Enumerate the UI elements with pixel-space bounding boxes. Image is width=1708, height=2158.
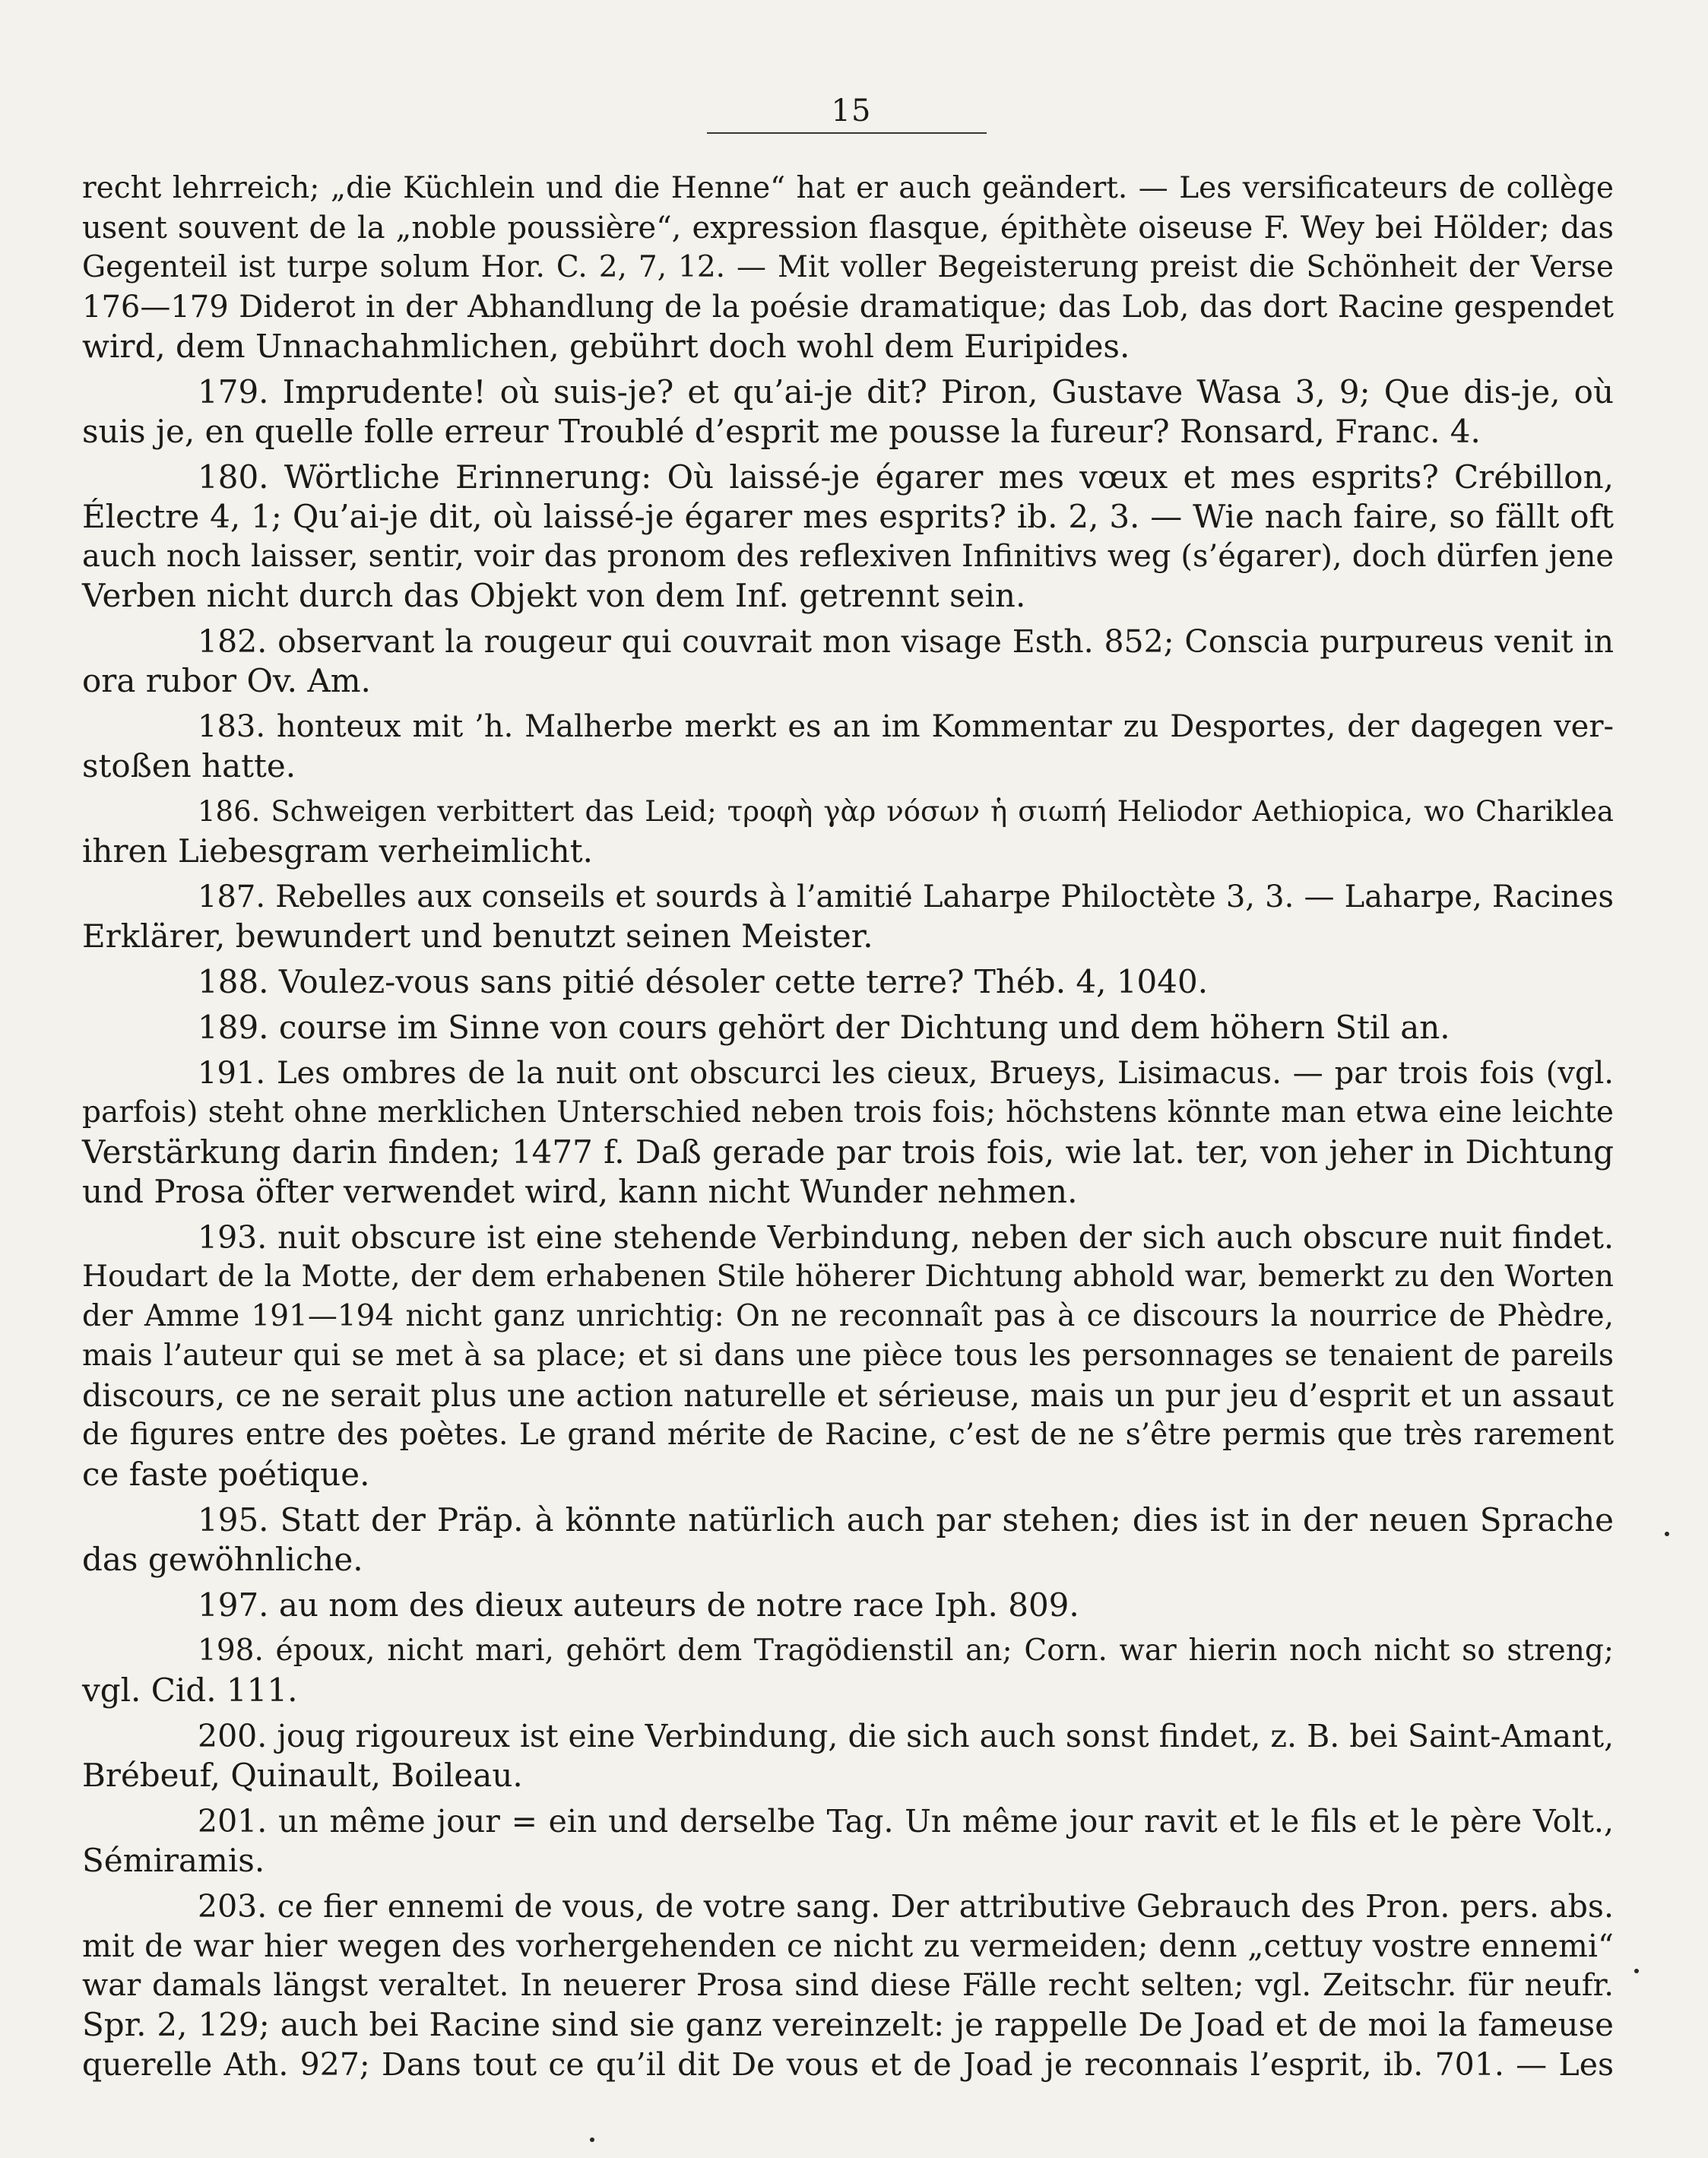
text-line: 198. époux, nicht mari, gehört dem Tragödienstil an; Corn. war hierin noch nicht so streng;: [198, 1634, 1614, 1668]
text-line: ora rubor Ov. Am.: [82, 662, 371, 699]
text-line: 189. course im Sinne von cours gehört der Dichtung und dem höhern Stil an.: [198, 1009, 1450, 1046]
text-line: 195. Statt der Präp. à könnte natürlich auch par stehen; dies ist in der neuen Sprache: [198, 1501, 1614, 1538]
text-line: Sémiramis.: [82, 1842, 265, 1879]
text-line: 203. ce fier ennemi de vous, de votre sang. Der attributive Gebrauch des Pron. pers. abs.: [198, 1888, 1614, 1925]
text-line: Verstärkung darin finden; 1477 f. Daß gerade par trois fois, wie lat. ter, von jeher in Dichtung: [82, 1133, 1614, 1171]
text-line: 193. nuit obscure ist eine stehende Verbindung, neben der sich auch obscure nuit findet.: [198, 1219, 1614, 1256]
text-line: recht lehrreich; „die Küchlein und die Henne“ hat er auch geändert. — Les versificateurs de collège: [82, 171, 1614, 205]
text-line: 182. observant la rougeur qui couvrait mon visage Esth. 852; Conscia purpureus venit in: [198, 623, 1614, 660]
text-line: auch noch laisser, sentir, voir das pronom des reflexiven Infinitivs weg (s’égarer), doch dürfen jene: [82, 539, 1614, 574]
text-line: der Amme 191—194 nicht ganz unrichtig: On ne reconnaît pas à ce discours la nourrice de Phèdre,: [82, 1299, 1614, 1333]
text-line: 180. Wörtliche Erinnerung: Où laissé-je égarer mes vœux et mes esprits? Crébillon,: [198, 458, 1614, 496]
text-line: querelle Ath. 927; Dans tout ce qu’il dit De vous et de Joad je reconnais l’esprit, ib. 701. — Les: [82, 2046, 1614, 2083]
text-line: Gegenteil ist turpe solum Hor. C. 2, 7, 12. — Mit voller Begeisterung preist die Schönheit der Verse: [82, 250, 1614, 284]
text-line: parfois) steht ohne merklichen Unterschied neben trois fois; höchstens könnte man etwa eine leichte: [82, 1095, 1614, 1130]
text-line: usent souvent de la „noble poussière“, expression flasque, épithète oiseuse F. Wey bei Hölder; das: [82, 211, 1614, 246]
text-line: 186. Schweigen verbittert das Leid; τροφὴ γὰρ νόσων ἡ σιωπή Heliodor Aethiopica, wo Chariklea: [198, 795, 1614, 828]
text-line: Spr. 2, 129; auch bei Racine sind sie ganz vereinzelt: je rappelle De Joad et de moi la fameuse: [82, 2006, 1614, 2043]
text-line: Houdart de la Motte, der dem erhabenen Stile höherer Dichtung abhold war, bemerkt zu den Worten: [82, 1260, 1614, 1294]
text-line: ihren Liebesgram verheimlicht.: [82, 832, 593, 870]
text-line: 187. Rebelles aux conseils et sourds à l’amitié Laharpe Philoctète 3, 3. — Laharpe, Racines: [198, 879, 1614, 914]
text-line: Électre 4, 1; Qu’ai-je dit, où laissé-je égarer mes esprits? ib. 2, 3. — Wie nach faire, so fällt oft: [82, 498, 1614, 535]
text-line: 188. Voulez-vous sans pitié désoler cette terre? Théb. 4, 1040.: [198, 963, 1209, 1000]
text-line: das gewöhnliche.: [82, 1541, 363, 1578]
ink-speck: [590, 2137, 594, 2142]
text-line: war damals längst veraltet. In neuerer Prosa sind diese Fälle recht selten; vgl. Zeitschr. für neufr.: [82, 1968, 1614, 2003]
text-line: discours, ce ne serait plus une action naturelle et sérieuse, mais un pur jeu d’esprit et un assaut: [82, 1377, 1614, 1414]
text-line: und Prosa öfter verwendet wird, kann nicht Wunder nehmen.: [82, 1173, 1078, 1210]
ink-speck: [1634, 1969, 1639, 1973]
text-line: Brébeuf, Quinault, Boileau.: [82, 1757, 523, 1794]
text-line: Erklärer, bewundert und benutzt seinen Meister.: [82, 917, 873, 955]
text-line: wird, dem Unnachahmlichen, gebührt doch wohl dem Euripides.: [82, 328, 1130, 365]
text-line: 176—179 Diderot in der Abhandlung de la poésie dramatique; das Lob, das dort Racine gespendet: [82, 290, 1614, 325]
text-line: Verben nicht durch das Objekt von dem Inf. getrennt sein.: [82, 577, 1026, 614]
text-line: mais l’auteur qui se met à sa place; et si dans une pièce tous les personnages se tenaient de pareils: [82, 1339, 1614, 1373]
text-line: de figures entre des poètes. Le grand mérite de Racine, c’est de ne s’être permis que très rarement: [82, 1418, 1614, 1452]
text-line: 191. Les ombres de la nuit ont obscurci les cieux, Brueys, Lisimacus. — par trois fois (vgl.: [198, 1056, 1614, 1091]
ink-speck: [1665, 1532, 1669, 1536]
text-line: stoßen hatte.: [82, 747, 296, 784]
text-line: 183. honteux mit ’h. Malherbe merkt es an im Kommentar zu Desportes, der dagegen ver-: [198, 709, 1614, 744]
text-line: suis je, en quelle folle erreur Troublé d’esprit me pousse la fureur? Ronsard, Franc. 4.: [82, 413, 1481, 450]
text-line: 179. Imprudente! où suis-je? et qu’ai-je dit? Piron, Gustave Wasa 3, 9; Que dis-je, où: [198, 373, 1614, 410]
text-line: 200. joug rigoureux ist eine Verbindung, die sich auch sonst findet, z. B. bei Saint-Amant,: [198, 1718, 1615, 1754]
page-number: 15: [831, 93, 872, 128]
text-line: ce faste poétique.: [82, 1456, 370, 1493]
header-rule: [707, 132, 987, 134]
text-line: 197. au nom des dieux auteurs de notre race Iph. 809.: [198, 1586, 1079, 1624]
text-line: 201. un même jour = ein und derselbe Tag. Un même jour ravit et le fils et le père Volt.,: [198, 1803, 1614, 1840]
text-line: mit de war hier wegen des vorhergehenden ce nicht zu vermeiden; denn „cettuy vostre ennemi“: [82, 1928, 1614, 1964]
text-line: vgl. Cid. 111.: [82, 1672, 298, 1709]
